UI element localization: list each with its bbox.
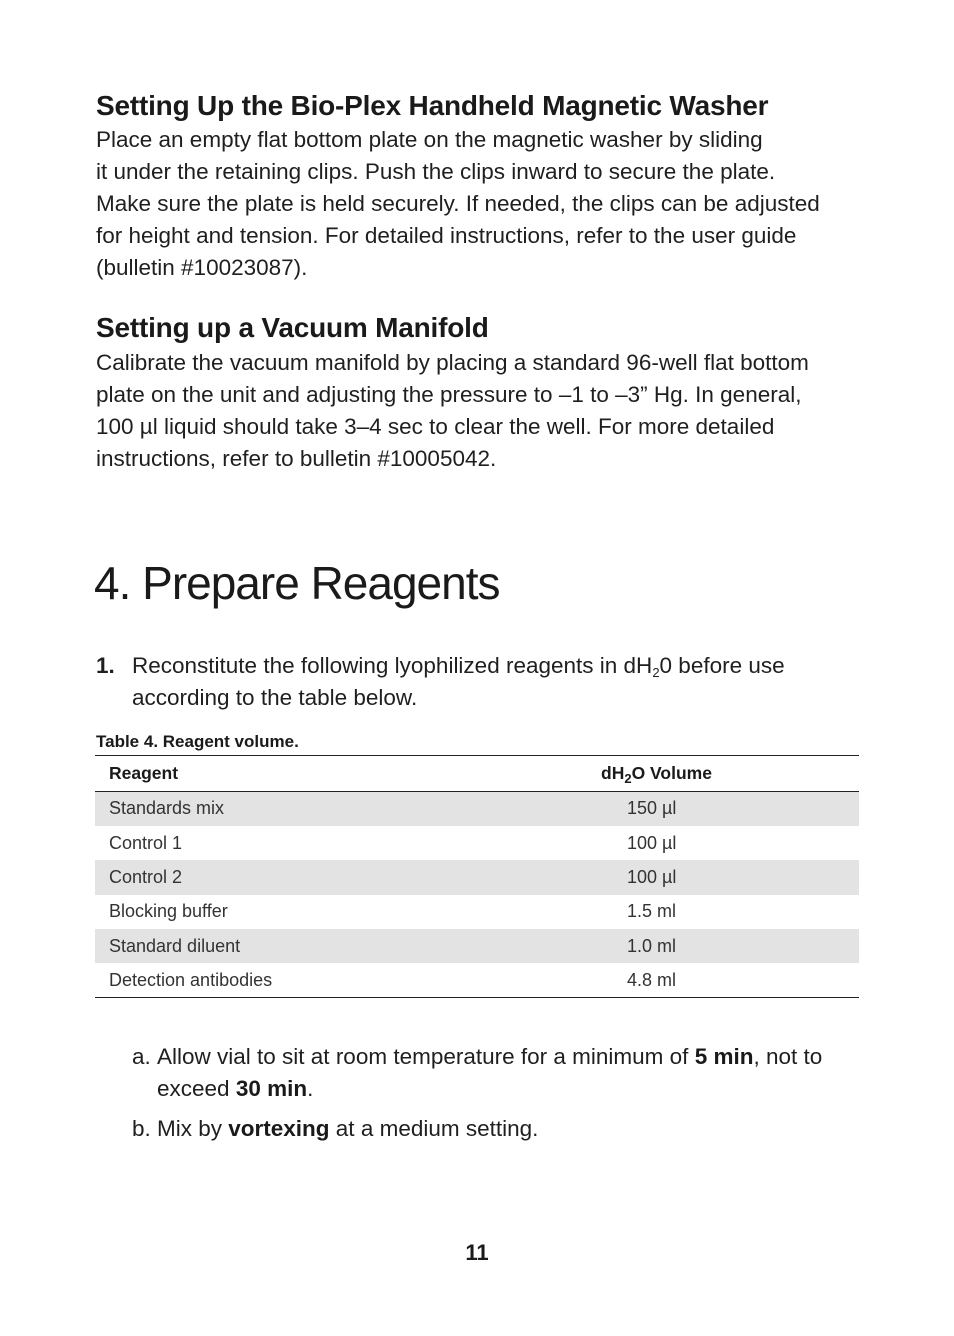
paragraph-line: (bulletin #10023087).: [96, 255, 308, 280]
sub-step-text: Mix by: [157, 1116, 229, 1141]
header-volume-prefix: dH: [601, 763, 625, 783]
paragraph-line: plate on the unit and adjusting the pressure to –1 to –3” Hg. In general,: [96, 382, 802, 407]
table-row: [95, 792, 859, 826]
paragraph-line: instructions, refer to bulletin #10005042.: [96, 446, 497, 471]
table-caption: Table 4. Reagent volume.: [96, 732, 299, 751]
cell-reagent: Standards mix: [95, 792, 587, 826]
paragraph-line: Place an empty flat bottom plate on the magnetic washer by sliding: [96, 127, 763, 152]
sub-step-text: Allow vial to sit at room temperature for a minimum of: [157, 1044, 695, 1069]
cell-volume: 100 µl: [587, 860, 859, 894]
sub-step-text: exceed: [157, 1076, 236, 1101]
paragraph-line: Calibrate the vacuum manifold by placing a standard 96-well flat bottom: [96, 350, 809, 375]
cell-reagent: Control 1: [109, 832, 183, 853]
header-volume-suffix: O Volume: [631, 763, 712, 783]
step-text-part: according to the table below.: [132, 685, 418, 710]
sub-step-a: [132, 1041, 856, 1105]
table-row: [95, 860, 859, 894]
step-text-part: Reconstitute the following lyophilized reagents in dH: [132, 653, 653, 678]
table-row: [95, 963, 859, 997]
emphasis-text: 5 min: [694, 1044, 754, 1069]
cell-volume: 150 µl: [587, 792, 859, 826]
paragraph-line: Make sure the plate is held securely. If needed, the clips can be adjusted: [96, 191, 820, 216]
cell-reagent: Detection antibodies: [109, 969, 273, 990]
paragraph-magnetic-washer: [96, 124, 856, 284]
sub-step-b: [132, 1113, 856, 1145]
page-number: 11: [465, 1240, 489, 1265]
step-text-part: 0 before use: [659, 653, 785, 678]
cell-volume: 1.0 ml: [587, 929, 859, 963]
cell-reagent: Blocking buffer: [109, 901, 228, 922]
cell-volume: 100 µl: [627, 832, 677, 853]
sub-step-marker: b.: [132, 1116, 151, 1141]
chapter-title: 4. Prepare Reagents: [94, 557, 500, 609]
cell-volume: 1.5 ml: [627, 901, 677, 922]
step-text: [132, 650, 856, 714]
paragraph-vacuum-manifold: [96, 347, 856, 475]
section-heading-vacuum-manifold: Setting up a Vacuum Manifold: [96, 312, 489, 343]
step-number: 1.: [96, 653, 115, 678]
cell-reagent: Control 2: [95, 860, 587, 894]
cell-reagent: Standard diluent: [95, 929, 587, 963]
table-header-row: [95, 756, 859, 792]
paragraph-line: for height and tension. For detailed instructions, refer to the user guide: [96, 223, 797, 248]
sub-step-text: , not to: [753, 1044, 823, 1069]
table-row: [95, 895, 859, 929]
step-1: [96, 650, 856, 714]
subscript: 2: [652, 665, 660, 680]
table-row: [95, 929, 859, 963]
reagent-volume-table: [95, 755, 859, 998]
sub-step-marker: a.: [132, 1044, 151, 1069]
paragraph-line: it under the retaining clips. Push the clips inward to secure the plate.: [96, 159, 776, 184]
sub-steps-list: [132, 1041, 856, 1153]
paragraph-line: 100 µl liquid should take 3–4 sec to clear the well. For more detailed: [96, 414, 775, 439]
subscript: 2: [624, 771, 632, 786]
emphasis-text: 30 min: [235, 1076, 308, 1101]
section-heading-magnetic-washer: Setting Up the Bio-Plex Handheld Magnetic Washer: [96, 90, 769, 121]
emphasis-text: vortexing: [228, 1116, 330, 1141]
sub-step-text: .: [307, 1076, 314, 1101]
cell-volume: 4.8 ml: [627, 969, 677, 990]
table-row: [95, 826, 859, 860]
header-reagent: Reagent: [95, 756, 587, 792]
header-volume: [587, 756, 859, 792]
sub-step-text: at a medium setting.: [329, 1116, 539, 1141]
